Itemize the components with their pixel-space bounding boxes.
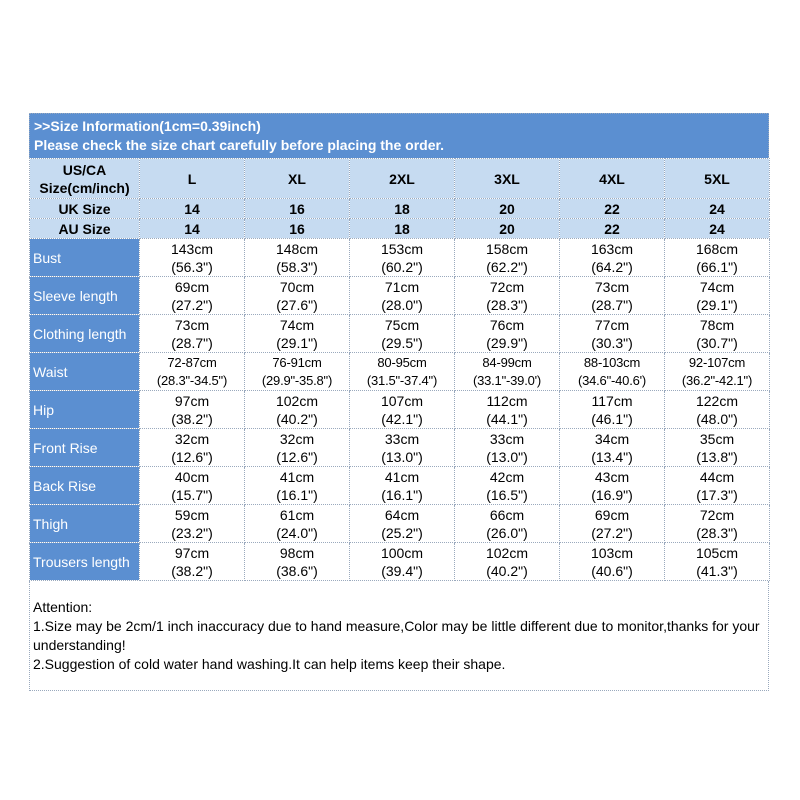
value-inch: (13.0") [381, 448, 423, 465]
value-cm: 40cm [174, 468, 210, 485]
value-cm: 71cm [384, 278, 420, 295]
value-cm: 74cm [699, 278, 735, 295]
value-inch: (29.1") [276, 334, 318, 351]
measurement-cell [665, 391, 770, 429]
uk-size-row [30, 199, 770, 219]
value-inch: (46.1") [591, 410, 633, 427]
value-inch: (62.2") [486, 258, 528, 275]
size-header-cell: 3XL [455, 159, 560, 199]
value-cm: 84-99cm [482, 354, 532, 370]
value-cm: 97cm [174, 544, 210, 561]
value-cm: 72cm [489, 278, 525, 295]
value-inch: (40.2") [486, 562, 528, 579]
value-cm: 41cm [279, 468, 315, 485]
value-cm: 72-87cm [167, 354, 217, 370]
measurement-row [30, 543, 770, 581]
value-cm: 168cm [695, 240, 739, 257]
measurement-cell [350, 467, 455, 505]
au-size-cell: 18 [350, 219, 455, 239]
value-inch: (12.6") [171, 448, 213, 465]
au-size-label: AU Size [30, 219, 140, 239]
size-chart [29, 113, 769, 691]
value-cm: 73cm [594, 278, 630, 295]
value-inch: (24.0") [276, 524, 318, 541]
measurement-cell [350, 505, 455, 543]
value-cm: 117cm [591, 392, 633, 409]
measurement-cell [350, 277, 455, 315]
measurement-row [30, 505, 770, 543]
measurement-cell [455, 467, 560, 505]
value-cm: 75cm [384, 316, 420, 333]
value-inch: (60.2") [381, 258, 423, 275]
measurement-row [30, 315, 770, 353]
measurement-cell [350, 543, 455, 581]
measurement-cell [665, 505, 770, 543]
uk-size-cell: 16 [245, 199, 350, 219]
measurement-cell [245, 277, 350, 315]
value-inch: (28.3") [696, 524, 738, 541]
measurement-cell [140, 315, 245, 353]
value-inch: (27.6") [276, 296, 318, 313]
measurement-cell [455, 315, 560, 353]
measurement-cell [455, 239, 560, 277]
size-info-banner [29, 113, 769, 158]
measurement-cell [560, 467, 665, 505]
value-cm: 44cm [699, 468, 735, 485]
us-size-label-line2: Size(cm/inch) [39, 179, 130, 196]
uk-size-cell: 14 [140, 199, 245, 219]
value-inch: (17.3") [696, 486, 738, 503]
size-header-cell: 4XL [560, 159, 665, 199]
value-inch: (29.1") [696, 296, 738, 313]
measurement-cell [350, 429, 455, 467]
value-cm: 43cm [594, 468, 630, 485]
size-info-subtitle: Please check the size chart carefully before placing the order. [34, 137, 445, 153]
value-inch: (44.1") [486, 410, 528, 427]
value-cm: 76cm [489, 316, 525, 333]
uk-size-cell: 24 [665, 199, 770, 219]
value-inch: (30.3") [591, 334, 633, 351]
measurement-cell [140, 467, 245, 505]
measurement-cell [455, 505, 560, 543]
attention-heading: Attention: [33, 599, 93, 615]
measurement-cell [560, 429, 665, 467]
measurement-cell [140, 505, 245, 543]
measurement-name: Bust [30, 239, 140, 277]
au-size-cell: 20 [455, 219, 560, 239]
measurement-row [30, 391, 770, 429]
value-inch: (28.0") [381, 296, 423, 313]
value-cm: 32cm [279, 430, 315, 447]
measurement-cell [455, 429, 560, 467]
measurement-cell [245, 429, 350, 467]
measurement-cell [140, 543, 245, 581]
value-inch: (66.1") [696, 258, 738, 275]
value-cm: 41cm [384, 468, 420, 485]
attention-note-1: 1.Size may be 2cm/1 inch inaccuracy due to hand measure,Color may be little different due to monitor,thanks for your understanding! [33, 618, 760, 653]
value-inch: (16.9") [591, 486, 633, 503]
value-cm: 74cm [279, 316, 315, 333]
value-inch: (29.5") [381, 334, 423, 351]
value-inch: (38.6") [276, 562, 318, 579]
measurement-cell [140, 391, 245, 429]
measurement-cell [140, 239, 245, 277]
measurement-cell [350, 391, 455, 429]
measurement-name: Clothing length [30, 315, 140, 353]
measurement-name: Hip [30, 391, 140, 429]
value-cm: 80-95cm [377, 354, 427, 370]
value-cm: 153cm [380, 240, 424, 257]
measurement-row [30, 277, 770, 315]
value-inch: (16.5") [486, 486, 528, 503]
measurement-cell [245, 315, 350, 353]
value-inch: (16.1") [276, 486, 318, 503]
value-inch: (64.2") [591, 258, 633, 275]
value-cm: 33cm [384, 430, 420, 447]
value-inch: (58.3") [276, 258, 318, 275]
au-size-row [30, 219, 770, 239]
size-table [29, 158, 770, 581]
value-inch: (13.0") [486, 448, 528, 465]
us-size-label-line1: US/CA [62, 161, 107, 178]
value-inch: (33.1"-39.0') [472, 372, 542, 388]
value-cm: 163cm [590, 240, 634, 257]
value-inch: (42.1") [381, 410, 423, 427]
value-cm: 69cm [594, 506, 630, 523]
measurement-cell [560, 277, 665, 315]
us-size-header-row [30, 159, 770, 199]
us-size-label [30, 159, 140, 199]
value-cm: 102cm [485, 544, 529, 561]
value-inch: (27.2") [171, 296, 213, 313]
value-cm: 158cm [485, 240, 529, 257]
value-cm: 103cm [590, 544, 634, 561]
measurement-name: Trousers length [30, 543, 140, 581]
value-inch: (28.3") [486, 296, 528, 313]
value-inch: (28.7") [591, 296, 633, 313]
measurement-cell [560, 543, 665, 581]
value-cm: 97cm [174, 392, 210, 409]
value-cm: 35cm [699, 430, 735, 447]
value-inch: (13.8") [696, 448, 738, 465]
au-size-cell: 22 [560, 219, 665, 239]
value-cm: 102cm [275, 392, 319, 409]
value-cm: 112cm [486, 392, 528, 409]
value-inch: (30.7") [696, 334, 738, 351]
measurement-row [30, 429, 770, 467]
value-cm: 61cm [279, 506, 315, 523]
measurement-cell [245, 467, 350, 505]
measurement-cell [245, 505, 350, 543]
value-cm: 100cm [380, 544, 424, 561]
value-inch: (31.5"-37.4") [366, 372, 438, 388]
measurement-cell [665, 429, 770, 467]
value-cm: 66cm [489, 506, 525, 523]
value-cm: 143cm [170, 240, 214, 257]
value-cm: 98cm [279, 544, 315, 561]
value-cm: 76-91cm [272, 354, 322, 370]
measurement-cell [350, 315, 455, 353]
value-inch: (12.6") [276, 448, 318, 465]
value-cm: 92-107cm [688, 354, 746, 370]
au-size-cell: 14 [140, 219, 245, 239]
value-cm: 42cm [489, 468, 525, 485]
measurement-cell [245, 353, 350, 391]
value-inch: (26.0") [486, 524, 528, 541]
value-inch: (29.9") [486, 334, 528, 351]
value-cm: 64cm [384, 506, 420, 523]
measurement-name: Waist [30, 353, 140, 391]
uk-size-cell: 22 [560, 199, 665, 219]
value-inch: (38.2") [171, 410, 213, 427]
measurement-cell [665, 277, 770, 315]
value-cm: 73cm [174, 316, 210, 333]
measurement-cell [455, 391, 560, 429]
measurement-cell [350, 239, 455, 277]
value-cm: 59cm [174, 506, 210, 523]
value-inch: (28.7") [171, 334, 213, 351]
measurement-cell [560, 315, 665, 353]
value-inch: (40.6") [591, 562, 633, 579]
value-cm: 78cm [699, 316, 735, 333]
measurement-cell [455, 353, 560, 391]
value-inch: (25.2") [381, 524, 423, 541]
measurement-cell [455, 543, 560, 581]
measurement-cell [665, 543, 770, 581]
measurement-cell [560, 353, 665, 391]
uk-size-cell: 20 [455, 199, 560, 219]
attention-note-2: 2.Suggestion of cold water hand washing.It can help items keep their shape. [33, 656, 506, 672]
value-inch: (48.0") [696, 410, 738, 427]
measurement-name: Front Rise [30, 429, 140, 467]
uk-size-label: UK Size [30, 199, 140, 219]
measurement-cell [455, 277, 560, 315]
measurement-row [30, 467, 770, 505]
au-size-cell: 16 [245, 219, 350, 239]
value-cm: 69cm [174, 278, 210, 295]
measurement-name: Thigh [30, 505, 140, 543]
value-inch: (28.3"-34.5") [156, 372, 228, 388]
measurement-cell [140, 353, 245, 391]
size-header-cell: 2XL [350, 159, 455, 199]
attention-notes [29, 581, 769, 691]
value-inch: (23.2") [171, 524, 213, 541]
measurement-cell [140, 429, 245, 467]
value-inch: (27.2") [591, 524, 633, 541]
value-inch: (13.4") [591, 448, 633, 465]
value-cm: 32cm [174, 430, 210, 447]
value-inch: (15.7") [171, 486, 213, 503]
size-header-cell: L [140, 159, 245, 199]
value-cm: 77cm [594, 316, 630, 333]
value-cm: 70cm [279, 278, 315, 295]
value-cm: 148cm [275, 240, 319, 257]
measurement-cell [245, 391, 350, 429]
measurement-cell [560, 391, 665, 429]
value-cm: 72cm [699, 506, 735, 523]
size-header-cell: 5XL [665, 159, 770, 199]
measurement-cell [245, 543, 350, 581]
measurement-cell [350, 353, 455, 391]
value-inch: (16.1") [381, 486, 423, 503]
uk-size-cell: 18 [350, 199, 455, 219]
size-header-cell: XL [245, 159, 350, 199]
measurement-cell [665, 467, 770, 505]
value-inch: (41.3") [696, 562, 738, 579]
size-info-title: >>Size Information(1cm=0.39inch) [34, 118, 261, 134]
measurement-cell [665, 315, 770, 353]
measurement-cell [560, 239, 665, 277]
measurement-row [30, 239, 770, 277]
value-cm: 34cm [594, 430, 630, 447]
measurement-cell [665, 239, 770, 277]
value-inch: (36.2"-42.1") [681, 372, 753, 388]
value-inch: (38.2") [171, 562, 213, 579]
measurement-name: Back Rise [30, 467, 140, 505]
measurement-cell [140, 277, 245, 315]
value-cm: 105cm [695, 544, 739, 561]
value-cm: 122cm [695, 392, 739, 409]
measurement-cell [560, 505, 665, 543]
measurement-cell [245, 239, 350, 277]
value-cm: 88-103cm [583, 354, 641, 370]
value-inch: (56.3") [171, 258, 213, 275]
value-inch: (29.9"-35.8") [261, 372, 333, 388]
au-size-cell: 24 [665, 219, 770, 239]
measurement-row [30, 353, 770, 391]
value-inch: (39.4") [381, 562, 423, 579]
value-inch: (34.6"-40.6') [577, 372, 647, 388]
value-cm: 33cm [489, 430, 525, 447]
value-cm: 107cm [380, 392, 424, 409]
measurement-cell [665, 353, 770, 391]
measurement-name: Sleeve length [30, 277, 140, 315]
value-inch: (40.2") [276, 410, 318, 427]
